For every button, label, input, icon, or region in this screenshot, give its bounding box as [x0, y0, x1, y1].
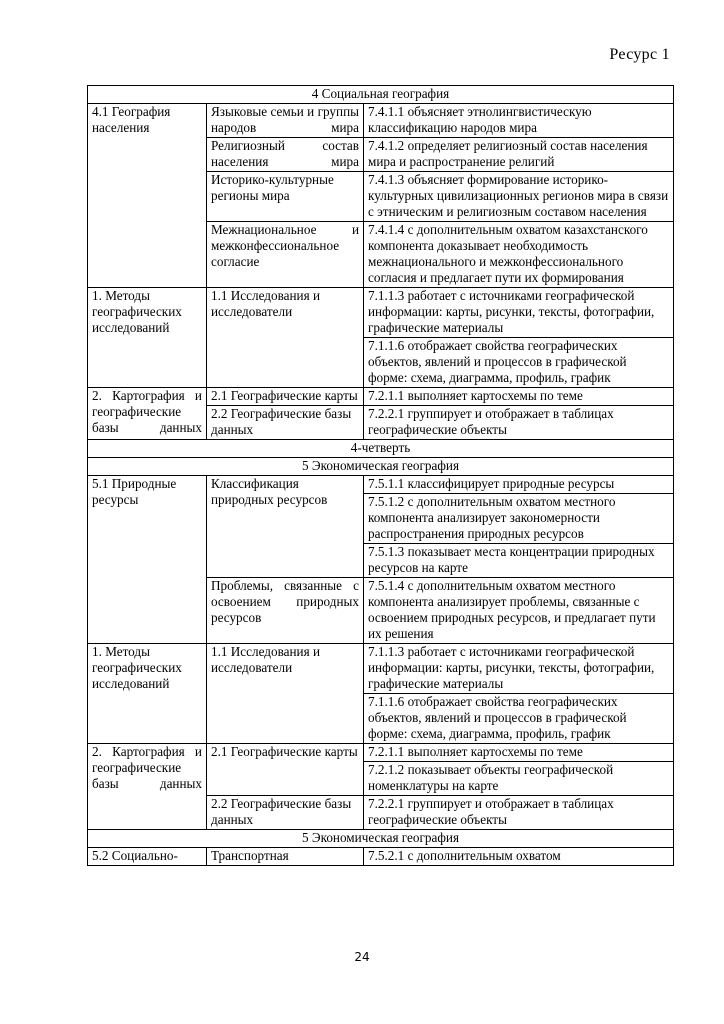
objective-cell: 7.4.1.2 определяет религиозный состав населения мира и распространение религий [364, 138, 674, 172]
objective-cell: 7.5.1.3 показывает места концентрации природных ресурсов на карте [364, 544, 674, 578]
objective-cell: 7.2.1.1 выполняет картосхемы по теме [364, 388, 674, 406]
subtopic-cell: Религиозный состав населения мира [207, 138, 364, 172]
subtopic-cell: 1.1 Исследования и исследователи [207, 644, 364, 744]
table-row [88, 644, 674, 694]
subtopic-cell: 2.1 Географические карты [207, 744, 364, 796]
objective-cell: 7.1.1.3 работает с источниками географической информации: карты, рисунки, тексты, фотографии, графические материалы [364, 288, 674, 338]
subtopic-cell: Языковые семьи и группы народов мира [207, 104, 364, 138]
section-title: 5 Экономическая география [88, 830, 674, 848]
table-row [88, 848, 674, 866]
objective-cell: 7.5.2.1 с дополнительным охватом [364, 848, 674, 866]
section-title: 4 Социальная география [88, 86, 674, 104]
objective-cell: 7.4.1.4 с дополнительным охватом казахстанского компонента доказывает необходимость межнационального и межконфессионального согласия и предлагает пути их формирования [364, 222, 674, 288]
section-title: 5 Экономическая география [88, 458, 674, 476]
table-row [88, 288, 674, 338]
topic-cell: 4.1 География населения [88, 104, 207, 288]
objective-cell: 7.5.1.2 с дополнительным охватом местного компонента анализирует закономерности распространения природных ресурсов [364, 494, 674, 544]
objective-cell: 7.4.1.3 объясняет формирование историко-культурных цивилизационных регионов мира в связи с этническим и религиозным составом населения [364, 172, 674, 222]
subtopic-cell: Транспортная [207, 848, 364, 866]
objective-cell: 7.2.2.1 группирует и отображает в таблицах географические объекты [364, 796, 674, 830]
objective-cell: 7.2.1.2 показывает объекты географической номенклатуры на карте [364, 762, 674, 796]
subtopic-cell: 1.1 Исследования и исследователи [207, 288, 364, 388]
table-row [88, 104, 674, 138]
curriculum-table [87, 85, 674, 866]
topic-cell: 2. Картография и географические базы данных [88, 388, 207, 440]
objective-cell: 7.5.1.1 классифицирует природные ресурсы [364, 476, 674, 494]
objective-cell: 7.2.2.1 группирует и отображает в таблицах географические объекты [364, 406, 674, 440]
objective-cell: 7.1.1.6 отображает свойства географических объектов, явлений и процессов в графической форме: схема, диаграмма, профиль, график [364, 694, 674, 744]
subtopic-cell: 2.2 Географические базы данных [207, 406, 364, 440]
section-header-row [88, 86, 674, 104]
table-row [88, 388, 674, 406]
quarter-row [88, 440, 674, 458]
topic-cell: 5.2 Социально- [88, 848, 207, 866]
objective-cell: 7.5.1.4 с дополнительным охватом местного компонента анализирует проблемы, связанные с освоением природных ресурсов, и предлагает пути их решения [364, 578, 674, 644]
section-header-row [88, 830, 674, 848]
page-number: 24 [354, 950, 370, 964]
objective-cell: 7.4.1.1 объясняет этнолингвистическую классификацию народов мира [364, 104, 674, 138]
resource-label: Ресурс 1 [609, 46, 670, 63]
topic-cell: 5.1 Природные ресурсы [88, 476, 207, 644]
table-row [88, 744, 674, 762]
subtopic-cell: Проблемы, связанные с освоением природных ресурсов [207, 578, 364, 644]
objective-cell: 7.1.1.6 отображает свойства географических объектов, явлений и процессов в графической форме: схема, диаграмма, профиль, график [364, 338, 674, 388]
subtopic-cell: 2.2 Географические базы данных [207, 796, 364, 830]
topic-cell: 2. Картография и географические базы данных [88, 744, 207, 830]
table-row [88, 476, 674, 494]
objective-cell: 7.2.1.1 выполняет картосхемы по теме [364, 744, 674, 762]
quarter-title: 4-четверть [88, 440, 674, 458]
topic-cell: 1. Методы географических исследований [88, 288, 207, 388]
subtopic-cell: 2.1 Географические карты [207, 388, 364, 406]
section-header-row [88, 458, 674, 476]
subtopic-cell: Историко-культурные регионы мира [207, 172, 364, 222]
topic-cell: 1. Методы географических исследований [88, 644, 207, 744]
subtopic-cell: Классификация природных ресурсов [207, 476, 364, 578]
objective-cell: 7.1.1.3 работает с источниками географической информации: карты, рисунки, тексты, фотографии, графические материалы [364, 644, 674, 694]
subtopic-cell: Межнациональное и межконфессиональное согласие [207, 222, 364, 288]
